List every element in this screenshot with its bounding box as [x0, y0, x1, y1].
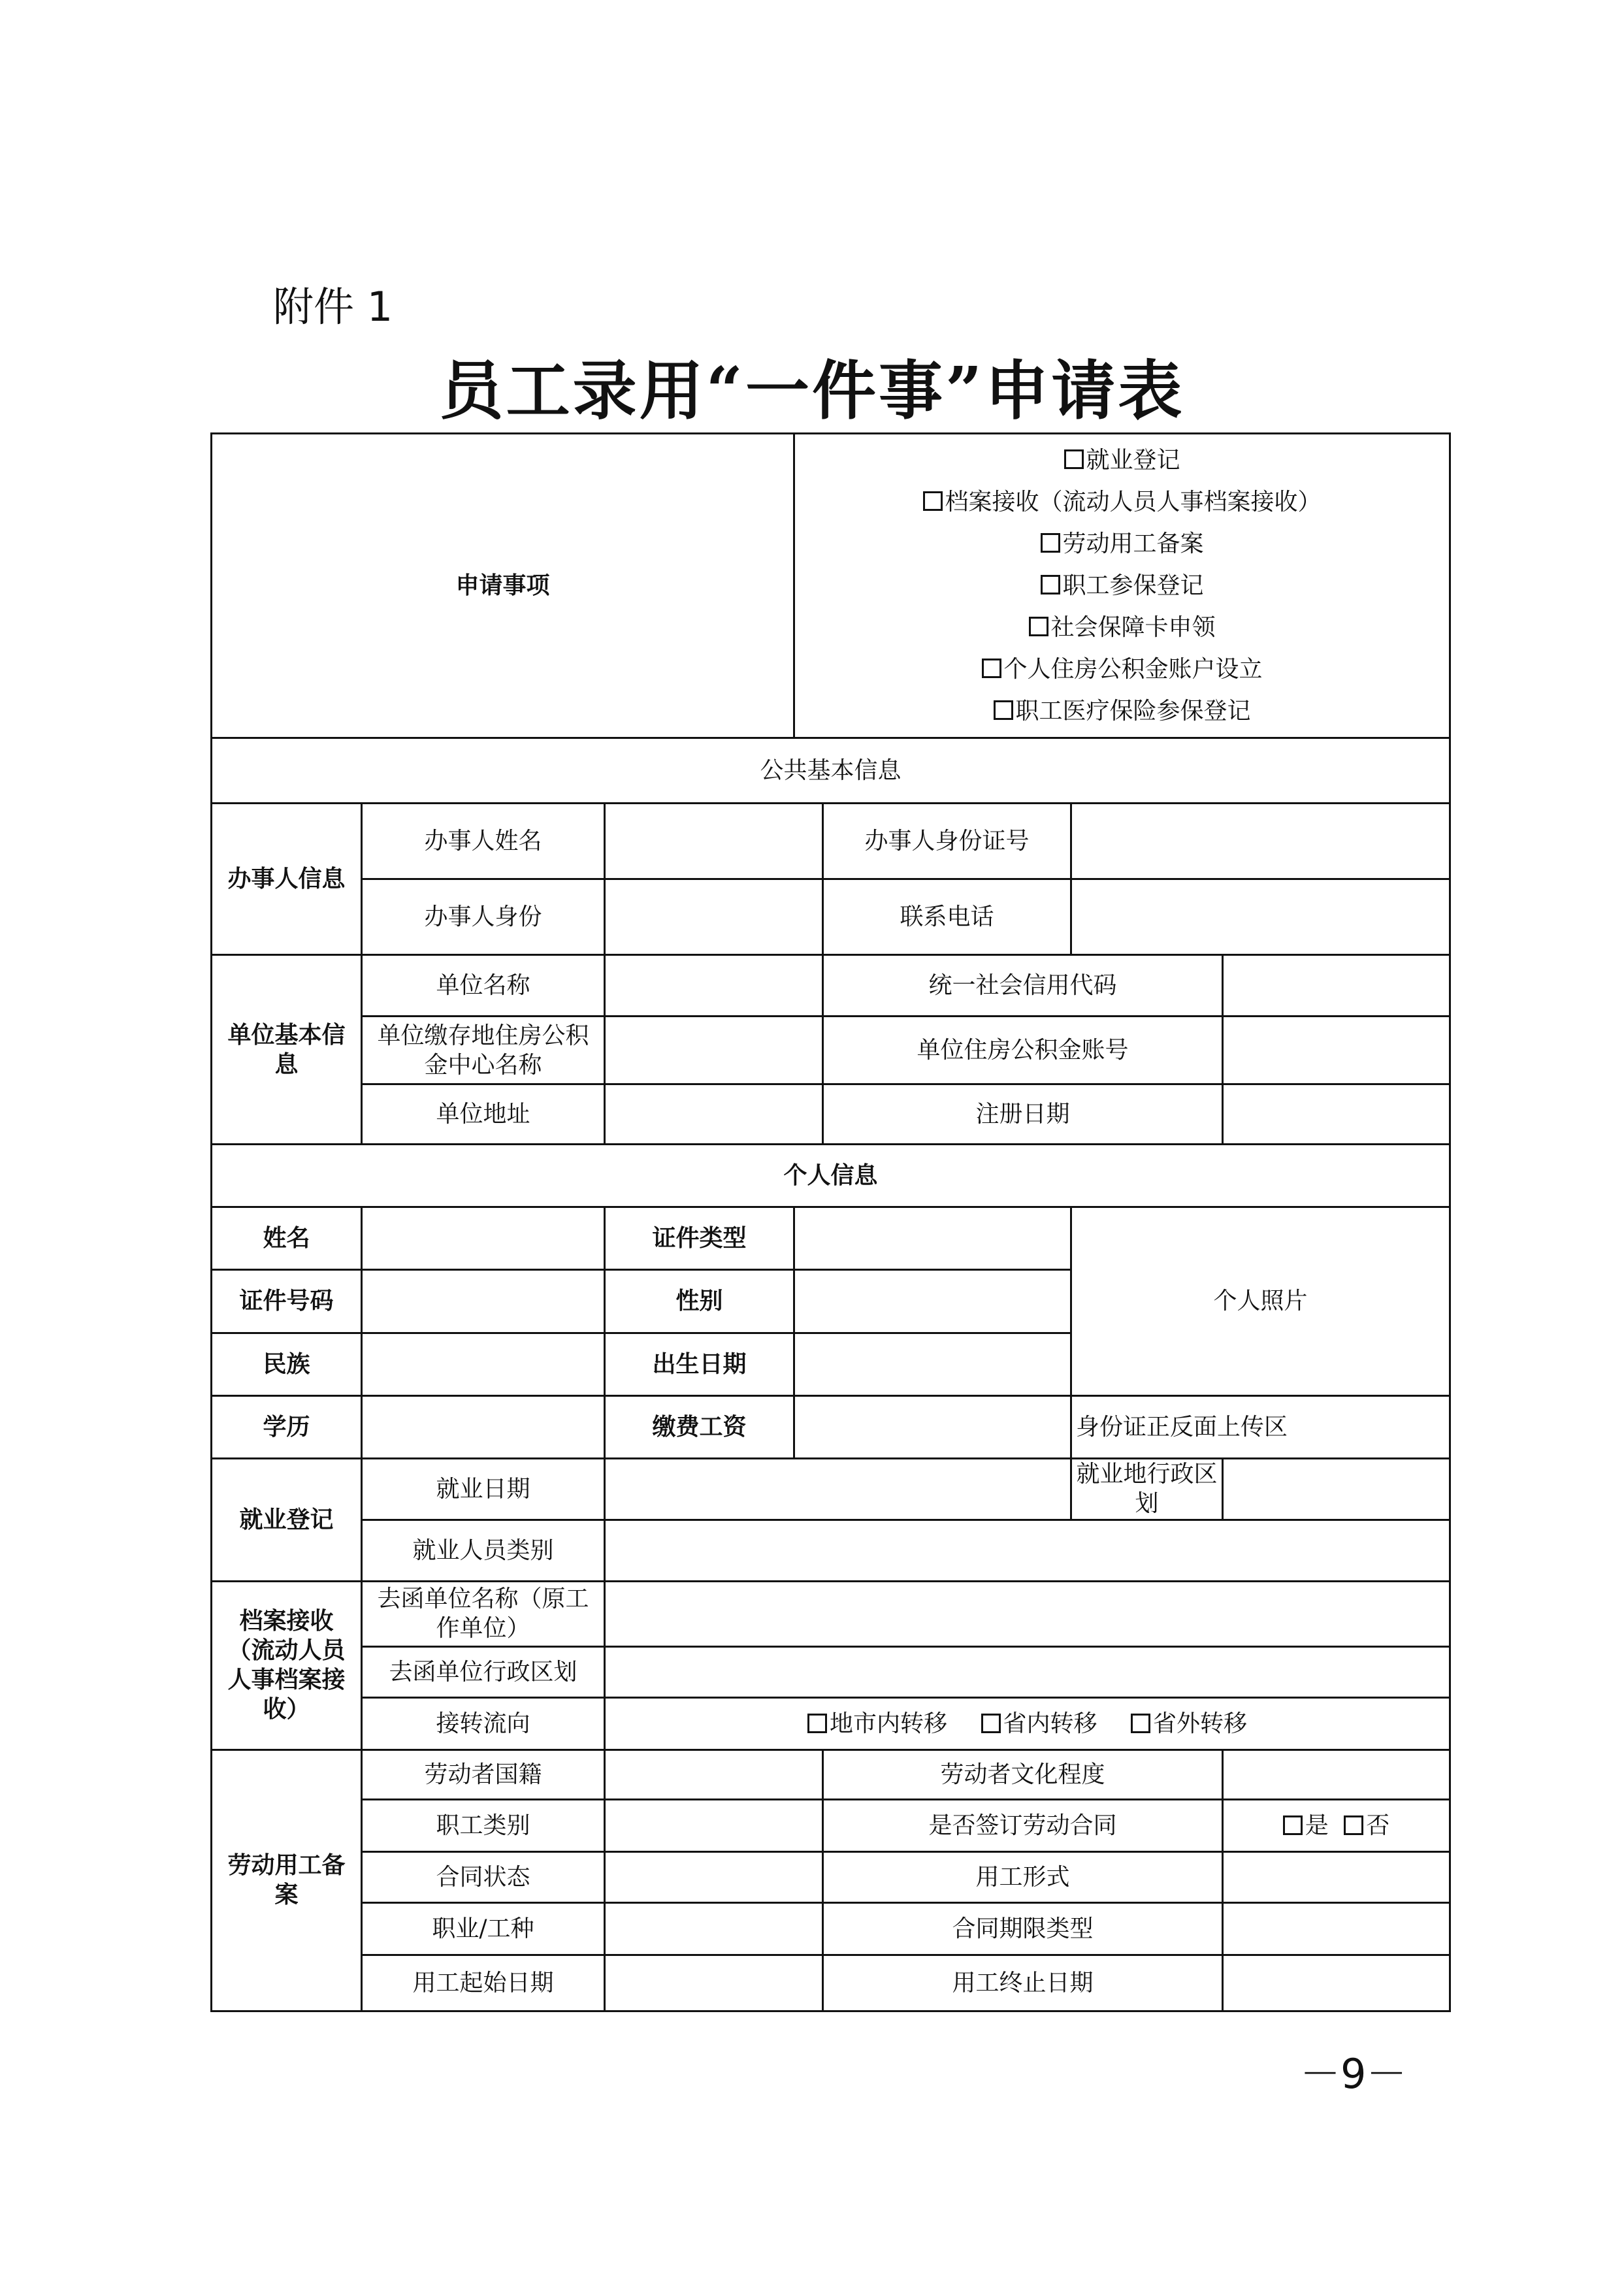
term-type-field[interactable]: [1223, 1902, 1450, 1955]
apply-item[interactable]: 社会保障卡申领: [799, 607, 1445, 649]
origin-region-label: 去函单位行政区划: [362, 1646, 605, 1697]
no-option[interactable]: 否: [1344, 1811, 1389, 1840]
apply-item[interactable]: 劳动用工备案: [799, 523, 1445, 565]
archive-transfer-label: 档案接收（流动人员人事档案接收）: [212, 1581, 362, 1750]
labor-filing-label: 劳动用工备案: [212, 1750, 362, 2011]
occupation-label: 职业/工种: [362, 1902, 605, 1955]
salary-field[interactable]: [794, 1395, 1071, 1458]
handler-info-label: 办事人信息: [212, 804, 362, 955]
id-number-label: 证件号码: [212, 1270, 362, 1333]
term-type-label: 合同期限类型: [823, 1902, 1223, 1955]
checkbox-icon[interactable]: [923, 491, 943, 511]
transfer-option[interactable]: 省内转移: [981, 1709, 1097, 1738]
gender-field[interactable]: [794, 1270, 1071, 1333]
birth-date-label: 出生日期: [605, 1333, 794, 1395]
id-number-field[interactable]: [362, 1270, 605, 1333]
end-date-field[interactable]: [1223, 1955, 1450, 2011]
handler-name-field[interactable]: [605, 804, 823, 879]
origin-region-field[interactable]: [605, 1646, 1450, 1697]
ethnicity-field[interactable]: [362, 1333, 605, 1395]
page-number: －9－: [1300, 2050, 1407, 2098]
credit-code-label: 统一社会信用代码: [823, 955, 1223, 1017]
attachment-label: 附件 1: [273, 283, 393, 331]
personal-info-heading: 个人信息: [212, 1145, 1450, 1207]
checkbox-icon[interactable]: [1283, 1815, 1303, 1835]
name-label: 姓名: [212, 1207, 362, 1270]
name-field[interactable]: [362, 1207, 605, 1270]
apply-item[interactable]: 职工医疗保险参保登记: [799, 691, 1445, 732]
id-upload-area[interactable]: 身份证正反面上传区: [1071, 1395, 1450, 1458]
worker-type-field[interactable]: [605, 1799, 823, 1851]
employment-region-field[interactable]: [1223, 1458, 1450, 1520]
edu-level-field[interactable]: [1223, 1750, 1450, 1799]
edu-level-label: 劳动者文化程度: [823, 1750, 1223, 1799]
birth-date-field[interactable]: [794, 1333, 1071, 1395]
apply-item[interactable]: 档案接收（流动人员人事档案接收）: [799, 481, 1445, 523]
checkbox-icon[interactable]: [807, 1714, 827, 1733]
unit-info-label: 单位基本信息: [212, 955, 362, 1145]
checkbox-icon[interactable]: [1344, 1815, 1363, 1835]
transfer-option[interactable]: 省外转移: [1131, 1709, 1247, 1738]
id-type-field[interactable]: [794, 1207, 1071, 1270]
contract-signed-options: [1223, 1799, 1450, 1851]
handler-id-field[interactable]: [1071, 804, 1450, 879]
unit-address-label: 单位地址: [362, 1084, 605, 1145]
apply-items-label: 申请事项: [212, 434, 794, 738]
unit-name-label: 单位名称: [362, 955, 605, 1017]
checkbox-icon[interactable]: [1041, 575, 1060, 594]
photo-area[interactable]: 个人照片: [1071, 1207, 1450, 1395]
employment-category-field[interactable]: [605, 1520, 1450, 1581]
checkbox-icon[interactable]: [981, 1714, 1001, 1733]
handler-phone-field[interactable]: [1071, 879, 1450, 955]
apply-item[interactable]: 职工参保登记: [799, 565, 1445, 607]
nationality-field[interactable]: [605, 1750, 823, 1799]
handler-id-label: 办事人身份证号: [823, 804, 1071, 879]
id-type-label: 证件类型: [605, 1207, 794, 1270]
salary-label: 缴费工资: [605, 1395, 794, 1458]
apply-item[interactable]: 就业登记: [799, 440, 1445, 481]
checkbox-icon[interactable]: [1064, 449, 1084, 469]
reg-date-field[interactable]: [1223, 1084, 1450, 1145]
transfer-option[interactable]: 地市内转移: [807, 1709, 947, 1738]
yes-option[interactable]: 是: [1283, 1811, 1329, 1840]
checkbox-icon[interactable]: [1131, 1714, 1150, 1733]
nationality-label: 劳动者国籍: [362, 1750, 605, 1799]
credit-code-field[interactable]: [1223, 955, 1450, 1017]
fund-center-label: 单位缴存地住房公积金中心名称: [362, 1017, 605, 1084]
employ-form-label: 用工形式: [823, 1851, 1223, 1902]
fund-account-label: 单位住房公积金账号: [823, 1017, 1223, 1084]
education-field[interactable]: [362, 1395, 605, 1458]
education-label: 学历: [212, 1395, 362, 1458]
contract-status-field[interactable]: [605, 1851, 823, 1902]
employment-registration-label: 就业登记: [212, 1458, 362, 1581]
ethnicity-label: 民族: [212, 1333, 362, 1395]
occupation-field[interactable]: [605, 1902, 823, 1955]
start-date-label: 用工起始日期: [362, 1955, 605, 2011]
worker-type-label: 职工类别: [362, 1799, 605, 1851]
transfer-direction-label: 接转流向: [362, 1697, 605, 1750]
contract-signed-label: 是否签订劳动合同: [823, 1799, 1223, 1851]
gender-label: 性别: [605, 1270, 794, 1333]
handler-identity-field[interactable]: [605, 879, 823, 955]
start-date-field[interactable]: [605, 1955, 823, 2011]
unit-address-field[interactable]: [605, 1084, 823, 1145]
checkbox-icon[interactable]: [1029, 617, 1048, 636]
application-form: [210, 432, 1451, 2012]
checkbox-icon[interactable]: [1041, 533, 1060, 553]
unit-name-field[interactable]: [605, 955, 823, 1017]
employ-form-field[interactable]: [1223, 1851, 1450, 1902]
checkbox-icon[interactable]: [994, 700, 1013, 720]
origin-unit-field[interactable]: [605, 1581, 1450, 1646]
fund-center-field[interactable]: [605, 1017, 823, 1084]
employment-region-label: 就业地行政区划: [1071, 1458, 1223, 1520]
handler-name-label: 办事人姓名: [362, 804, 605, 879]
end-date-label: 用工终止日期: [823, 1955, 1223, 2011]
transfer-direction-options: [605, 1697, 1450, 1750]
public-info-heading: 公共基本信息: [212, 738, 1450, 804]
reg-date-label: 注册日期: [823, 1084, 1223, 1145]
employment-date-field[interactable]: [605, 1458, 1071, 1520]
fund-account-field[interactable]: [1223, 1017, 1450, 1084]
origin-unit-label: 去函单位名称（原工作单位）: [362, 1581, 605, 1646]
page-title: 员工录用“一件事”申请表: [439, 353, 1185, 429]
contract-status-label: 合同状态: [362, 1851, 605, 1902]
checkbox-icon[interactable]: [982, 659, 1001, 678]
employment-date-label: 就业日期: [362, 1458, 605, 1520]
apply-item[interactable]: 个人住房公积金账户设立: [799, 649, 1445, 691]
handler-identity-label: 办事人身份: [362, 879, 605, 955]
employment-category-label: 就业人员类别: [362, 1520, 605, 1581]
handler-phone-label: 联系电话: [823, 879, 1071, 955]
apply-items-list: [794, 434, 1450, 738]
